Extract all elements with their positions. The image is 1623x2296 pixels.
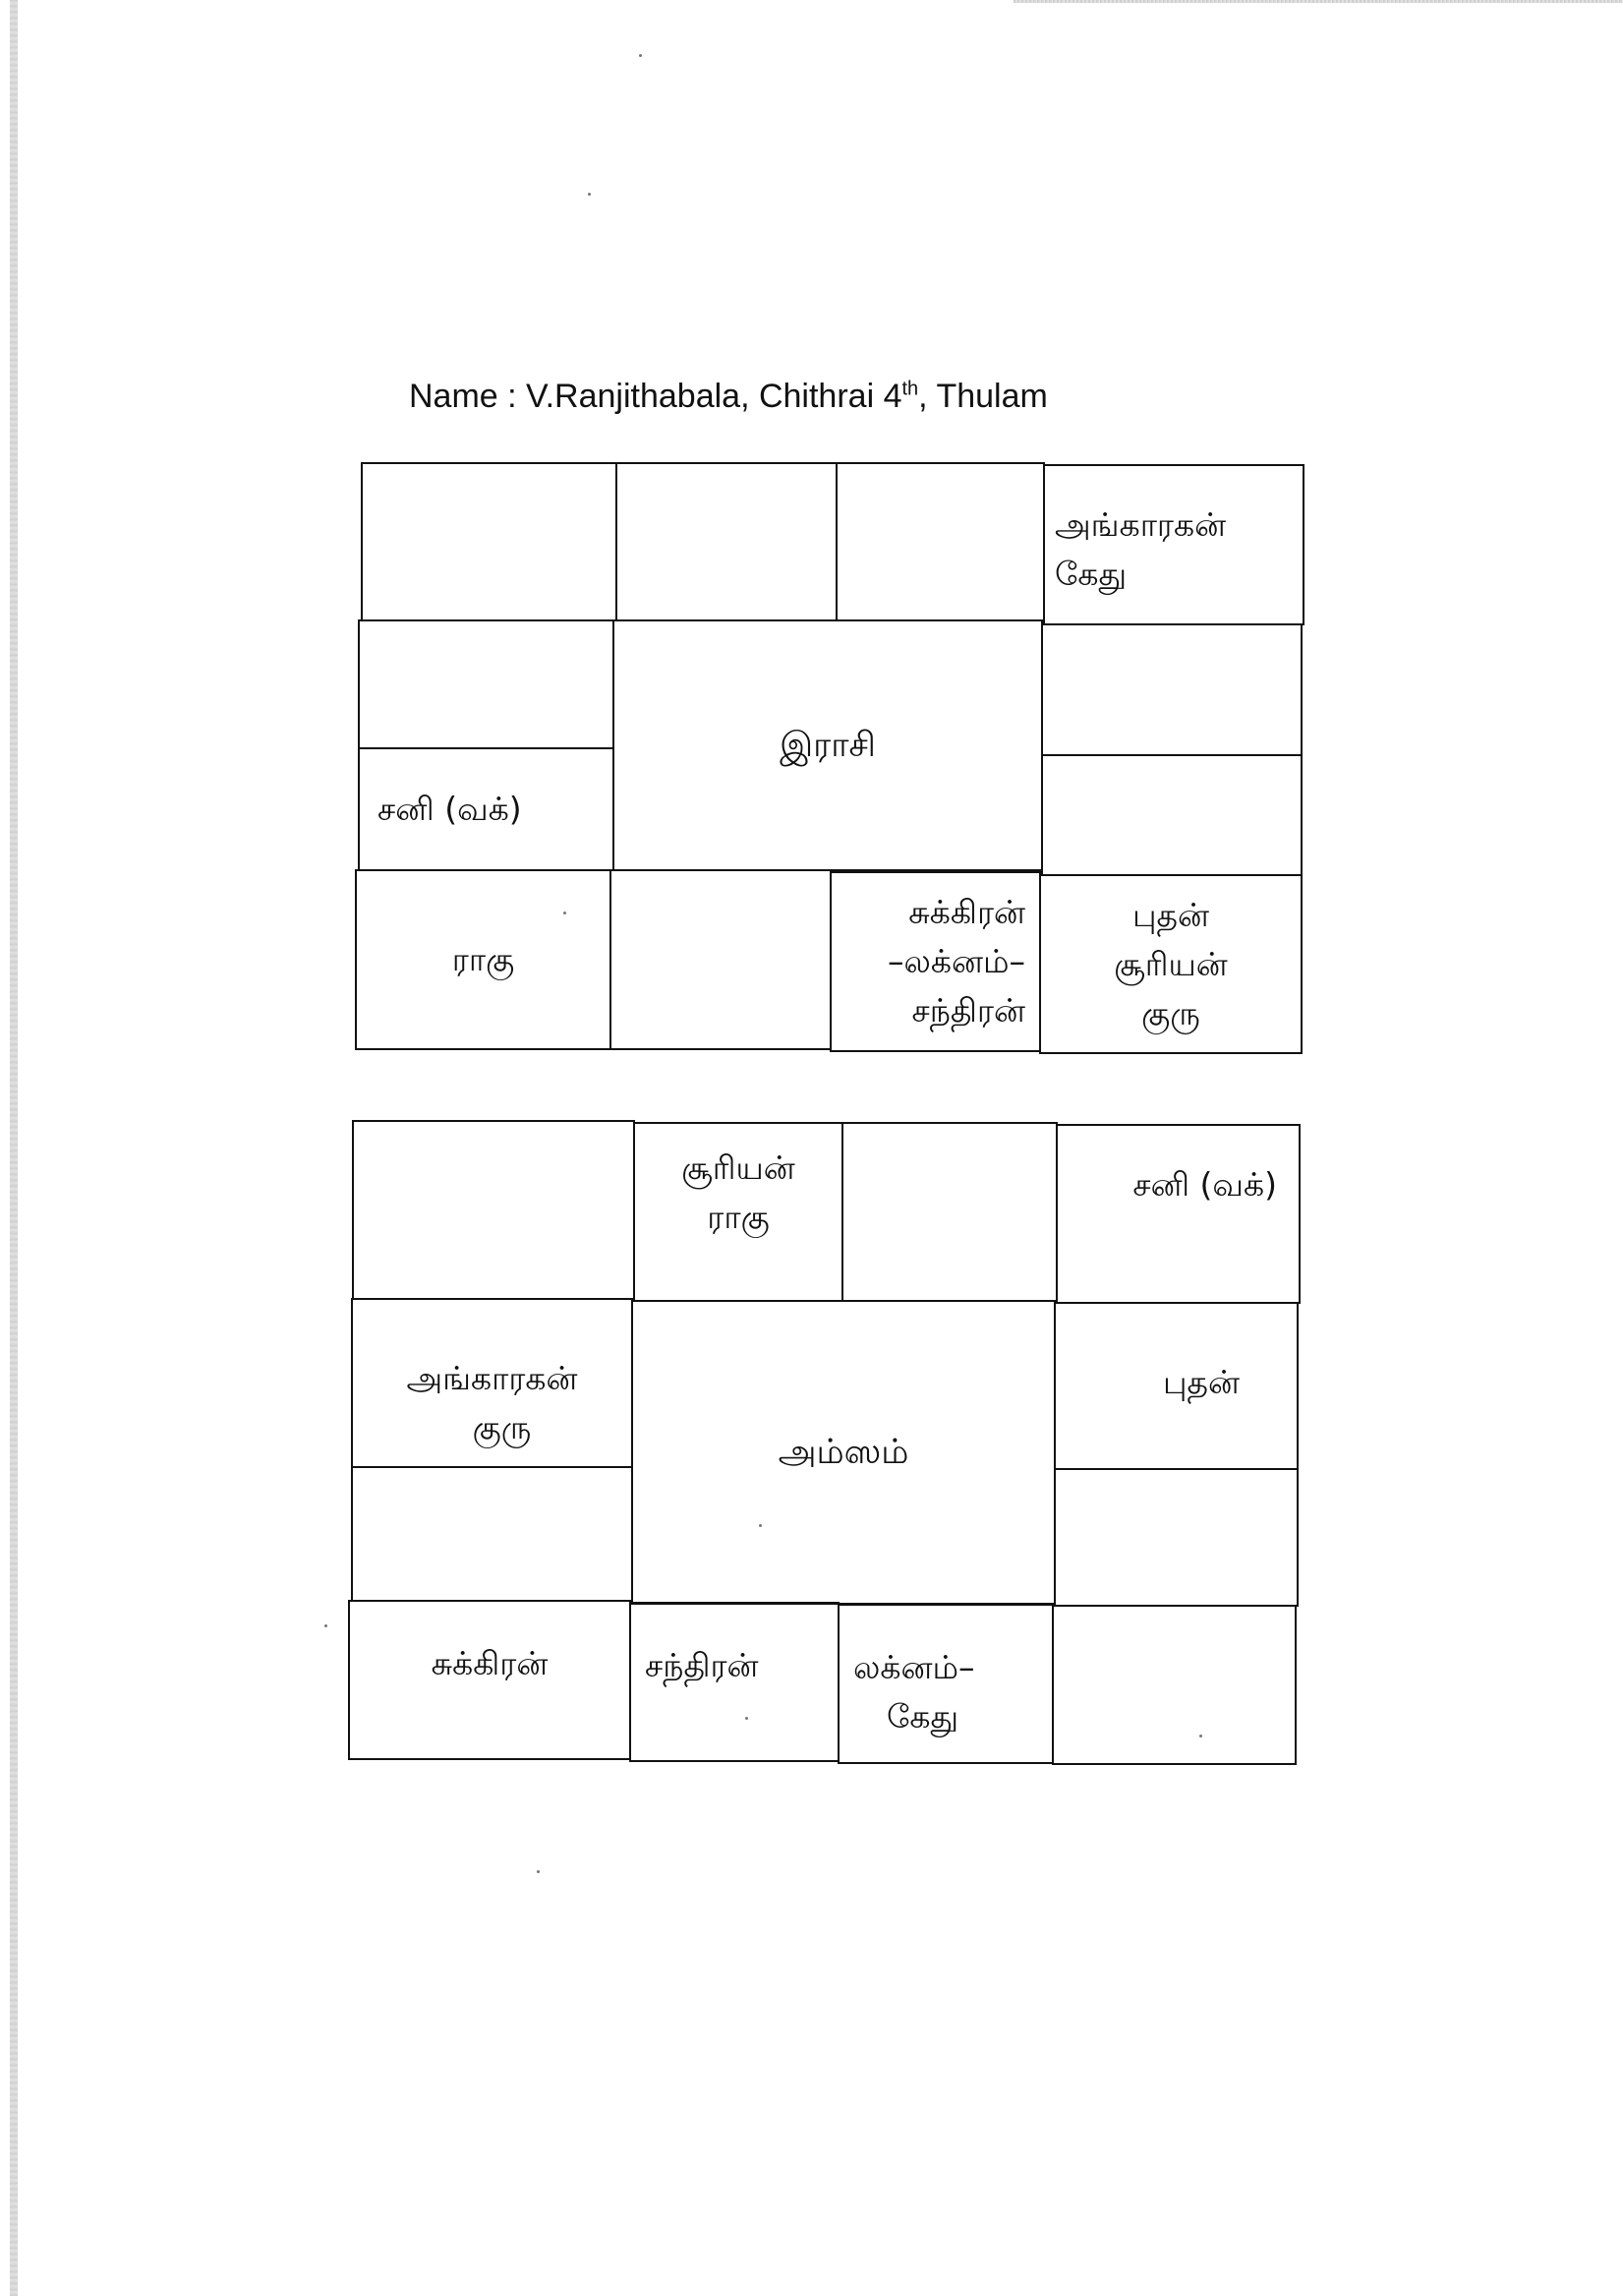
amsam-center-label: அம்ஸம் (778, 1433, 909, 1472)
amsam-house-mid-left-upper (351, 1298, 633, 1468)
rasi-house-top-2 (615, 462, 838, 621)
ordinal-suffix: th (901, 378, 919, 400)
planet-label: சந்திரன் (911, 991, 1025, 1030)
planet-label: –லக்னம்– (887, 942, 1025, 980)
scan-edge-artifact (10, 0, 18, 2296)
rasi-house-bottom-1 (355, 869, 611, 1050)
scan-speck (324, 1624, 327, 1627)
scan-speck (588, 193, 591, 196)
rasi-house-bottom-3 (830, 871, 1041, 1052)
scan-speck (759, 1524, 762, 1527)
amsam-house-bottom-1 (348, 1600, 631, 1760)
amsam-house-mid-right-lower (1054, 1468, 1299, 1607)
planet-label: சனி (வக்) (377, 790, 522, 828)
amsam-house-bottom-2 (629, 1602, 840, 1762)
scan-top-artifact (1014, 0, 1623, 3)
amsam-house-top-4 (1056, 1124, 1301, 1304)
planet-label: சுக்கிரன் (908, 893, 1025, 931)
amsam-house-mid-right-upper (1054, 1302, 1299, 1470)
planet-label: கேது (887, 1697, 959, 1736)
rasi-house-bottom-4 (1039, 874, 1303, 1054)
planet-label: ராகு (707, 1198, 770, 1236)
rasi-center (612, 619, 1043, 871)
rasi-house-mid-right-upper (1041, 623, 1303, 756)
planet-label: சூரியன் (1114, 944, 1228, 983)
planet-label: சுக்கிரன் (431, 1644, 549, 1682)
name-label: Name : (409, 378, 517, 415)
amsam-house-mid-left-lower (351, 1466, 633, 1602)
rasi-sign: , Thulam (918, 378, 1048, 415)
amsam-house-bottom-3 (838, 1604, 1054, 1764)
rasi-house-bottom-2 (609, 869, 832, 1050)
amsam-house-top-2 (633, 1122, 843, 1302)
planet-label: அங்காரகன் (406, 1359, 578, 1397)
planet-label: சூரியன் (681, 1148, 795, 1187)
scan-speck (1199, 1735, 1202, 1737)
planet-label: புதன் (1131, 895, 1210, 934)
rasi-center-label: இராசி (780, 726, 876, 765)
planet-label: அங்காரகன் (1055, 505, 1227, 544)
rasi-house-top-1 (361, 462, 617, 621)
planet-label: ராகு (451, 940, 515, 978)
rasi-house-mid-right-lower (1041, 754, 1303, 876)
amsam-house-bottom-4 (1052, 1605, 1297, 1765)
scan-speck (563, 912, 566, 914)
planet-label: சனி (வக்) (1132, 1165, 1277, 1204)
scan-speck (639, 54, 642, 57)
amsam-house-top-1 (352, 1120, 635, 1300)
planet-label: புதன் (1162, 1363, 1240, 1401)
scan-speck (745, 1717, 748, 1720)
rasi-house-top-3 (836, 462, 1045, 621)
planet-label: குரு (472, 1408, 532, 1446)
rasi-house-mid-left-lower (358, 747, 614, 871)
scan-speck (537, 1870, 540, 1873)
amsam-center (631, 1300, 1056, 1605)
name-value: V.Ranjithabala, Chithrai 4 (526, 378, 902, 415)
amsam-house-top-3 (841, 1122, 1058, 1302)
rasi-house-mid-left-upper (358, 619, 614, 749)
planet-label: லக்னம்– (853, 1648, 975, 1686)
planet-label: சந்திரன் (645, 1646, 759, 1684)
rasi-house-top-4 (1043, 464, 1304, 625)
planet-label: கேது (1055, 555, 1128, 593)
chart-title (409, 378, 1048, 416)
planet-label: குரு (1141, 993, 1200, 1032)
